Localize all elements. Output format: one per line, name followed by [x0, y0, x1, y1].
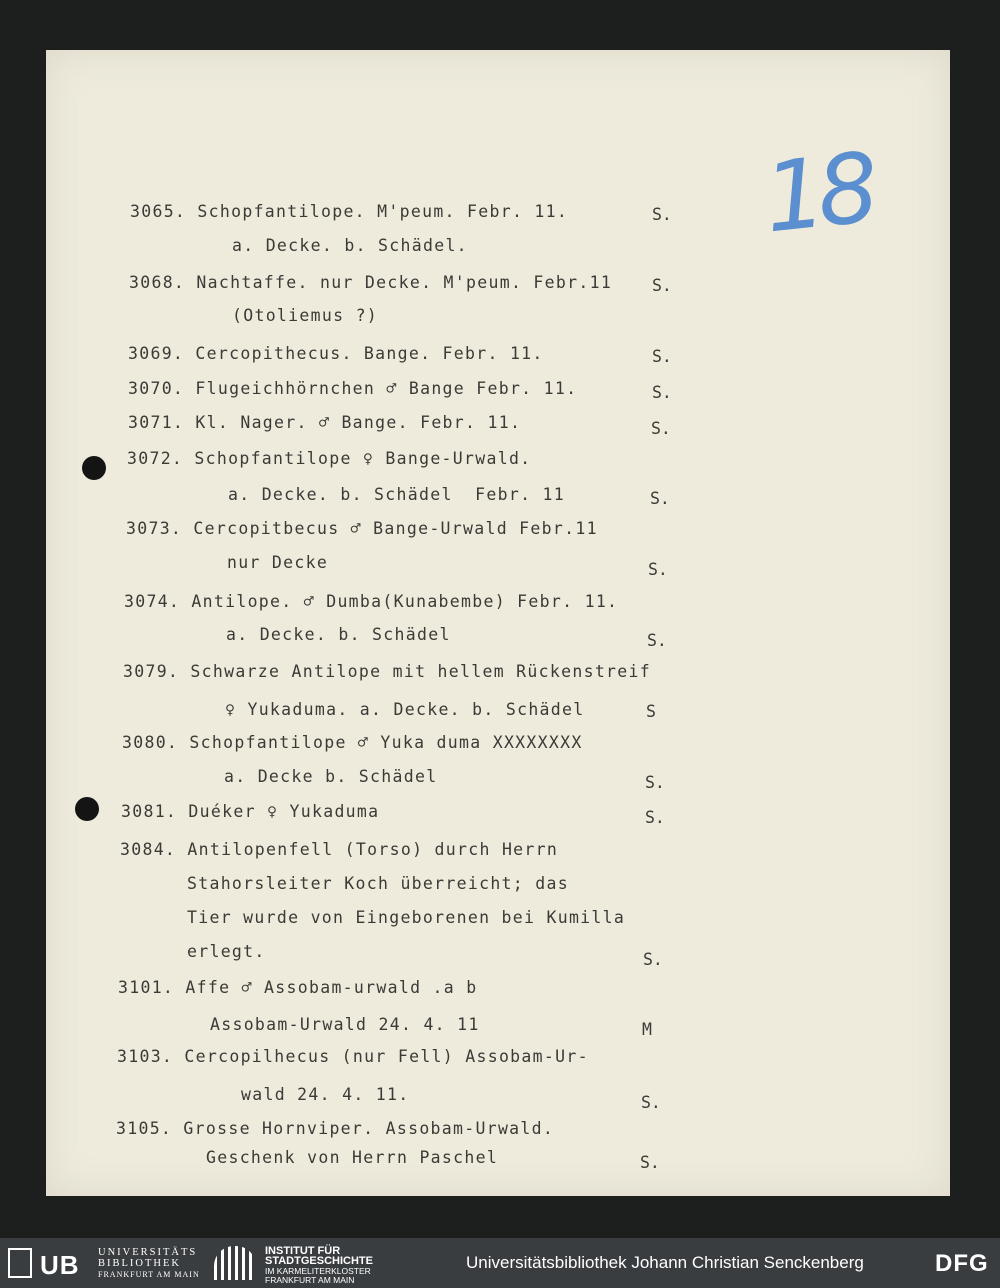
entry-line: 3081. Duéker ♀ Yukaduma — [121, 802, 380, 821]
ub-logo-icon — [8, 1248, 32, 1278]
ub-line1: UNIVERSITÄTS — [98, 1247, 198, 1258]
entry-mark: S. — [652, 347, 672, 366]
dfg-logo: DFG — [935, 1250, 989, 1277]
entry-line: 3103. Cercopilhecus (nur Fell) Assobam-Ur- — [117, 1047, 589, 1066]
entry-mark: S. — [652, 383, 672, 402]
entry-line: 3080. Schopfantilope ♂ Yuka duma XXXXXXXX — [122, 733, 583, 752]
entry-line: wald 24. 4. 11. — [241, 1085, 410, 1104]
entry-line: 3101. Affe ♂ Assobam-urwald .a b — [118, 978, 478, 997]
entry-line: 3072. Schopfantilope ♀ Bange-Urwald. — [127, 449, 532, 468]
punch-hole — [75, 797, 99, 821]
isg-line1: INSTITUT FÜR — [265, 1245, 341, 1257]
entry-line: 3071. Kl. Nager. ♂ Bange. Febr. 11. — [128, 413, 522, 432]
entry-mark: S. — [651, 419, 671, 438]
entry-line: 3084. Antilopenfell (Torso) durch Herrn — [120, 840, 559, 859]
entry-mark: S. — [650, 489, 670, 508]
entry-mark: S — [646, 702, 656, 721]
footer-bar — [0, 1238, 1000, 1288]
ub-logo-text: UB — [40, 1250, 80, 1280]
entry-mark: S. — [652, 205, 672, 224]
isg-logo-icon — [214, 1246, 256, 1280]
entry-line: 3074. Antilope. ♂ Dumba(Kunabembe) Febr. 11. — [124, 592, 619, 611]
entry-line: a. Decke b. Schädel — [224, 767, 438, 786]
isg-line2: STADTGESCHICHTE — [265, 1255, 373, 1267]
entry-line: Assobam-Urwald 24. 4. 11 — [210, 1015, 480, 1034]
entry-line: nur Decke — [227, 553, 329, 572]
entry-line: a. Decke. b. Schädel. — [232, 236, 468, 255]
isg-line3: IM KARMELITERKLOSTER — [265, 1266, 371, 1276]
ub-line3: FRANKFURT AM MAIN — [98, 1270, 200, 1279]
isg-logo-title — [265, 1246, 373, 1266]
entry-mark: S. — [647, 631, 667, 650]
entry-line: 3068. Nachtaffe. nur Decke. M'peum. Febr.11 — [129, 273, 613, 292]
entry-line: erlegt. — [187, 942, 266, 961]
entry-mark: S. — [648, 560, 668, 579]
entry-line: 3069. Cercopithecus. Bange. Febr. 11. — [128, 344, 544, 363]
ub-logo-subtitle — [98, 1247, 200, 1280]
entry-line: Tier wurde von Eingeborenen bei Kumilla — [187, 908, 626, 927]
isg-logo-subtitle — [265, 1267, 371, 1284]
entry-mark: M — [642, 1020, 652, 1039]
entry-line: 3105. Grosse Hornviper. Assobam-Urwald. — [116, 1119, 555, 1138]
entry-line: 3079. Schwarze Antilope mit hellem Rückenstreif — [123, 662, 651, 681]
entry-line: 3073. Cercopitbecus ♂ Bange-Urwald Febr.11 — [126, 519, 598, 538]
library-title: Universitätsbibliothek Johann Christian Senckenberg — [466, 1253, 864, 1272]
entry-mark: S. — [643, 950, 663, 969]
entry-line: a. Decke. b. Schädel — [226, 625, 451, 644]
punch-hole — [82, 456, 106, 480]
isg-line4: FRANKFURT AM MAIN — [265, 1274, 355, 1285]
entry-mark: S. — [645, 808, 665, 827]
entry-mark: S. — [652, 276, 672, 295]
entry-line: 3065. Schopfantilope. M'peum. Febr. 11. — [130, 202, 569, 221]
entry-line: Geschenk von Herrn Paschel — [206, 1148, 499, 1167]
entry-mark: S. — [641, 1093, 661, 1112]
entry-line: a. Decke. b. Schädel Febr. 11 — [228, 485, 566, 504]
entry-line: Stahorsleiter Koch überreicht; das — [187, 874, 569, 893]
entry-mark: S. — [640, 1153, 660, 1172]
entry-mark: S. — [645, 773, 665, 792]
ub-line2: BIBLIOTHEK — [98, 1258, 181, 1269]
entry-line: 3070. Flugeichhörnchen ♂ Bange Febr. 11. — [128, 379, 578, 398]
handwritten-page-number: 18 — [758, 131, 877, 255]
entry-line: ♀ Yukaduma. a. Decke. b. Schädel — [225, 700, 585, 719]
entry-line: (Otoliemus ?) — [232, 306, 379, 325]
